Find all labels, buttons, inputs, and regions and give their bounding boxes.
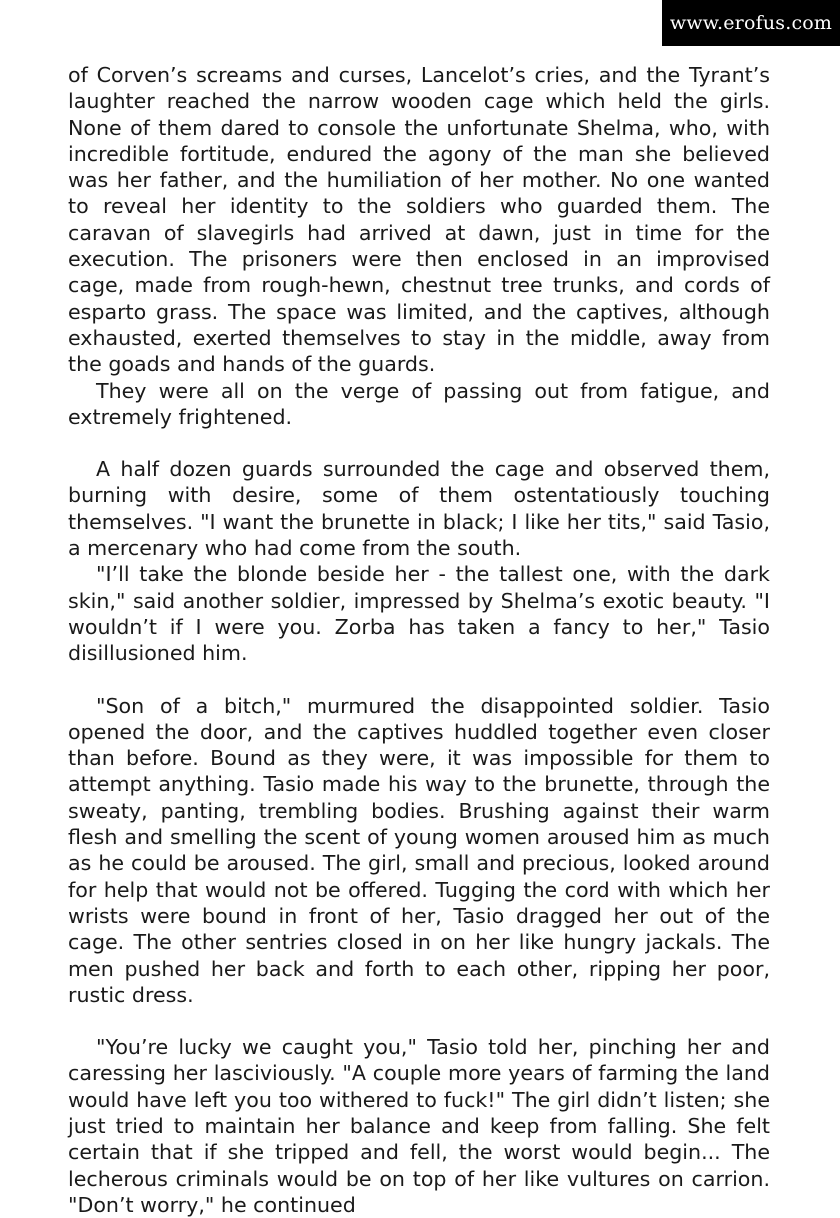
paragraph-4: "I’ll take the blonde beside her - the tallest one, with the dark skin," said another soldier, impressed by Shelma’s exotic beauty. "I wouldn’t if I were you. Zorba has taken a fancy to her," Tasio disillusioned him.	[68, 562, 770, 666]
page-text	[68, 62, 770, 1218]
watermark-logo: www.erofus.com	[662, 0, 840, 46]
paragraph-5: "Son of a bitch," murmured the disappointed soldier. Tasio opened the door, and the captives huddled together even closer than before. Bound as they were, it was impossible for them to attempt anything. Tasio made his way to the brunette, through the sweaty, panting, trembling bodies. Brushing against their warm flesh and smelling the scent of young women aroused him as much as he could be aroused. The girl, small and precious, looked around for help that would not be offered. Tugging the cord with which her wrists were bound in front of her, Tasio dragged her out of the cage. The other sentries closed in on her like hungry jackals. The men pushed her back and forth to each other, ripping her poor, rustic dress.	[68, 693, 770, 1007]
paragraph-1: of Corven’s screams and curses, Lancelot’s cries, and the Tyrant’s laughter reached the narrow wooden cage which held the girls. None of them dared to console the unfortunate Shelma, who, with incredible fortitude, endured the agony of the man she believed was her father, and the humiliation of her mother. No one wanted to reveal her identity to the soldiers who guarded them. The caravan of slavegirls had arrived at dawn, just in time for the execution. The prisoners were then enclosed in an improvised cage, made from rough-hewn, chestnut tree trunks, and cords of esparto grass. The space was limited, and the captives, although exhausted, exerted themselves to stay in the middle, away from the goads and hands of the guards.	[68, 63, 770, 377]
paragraph-3: A half dozen guards surrounded the cage and observed them, burning with desire, some of them ostentatiously touching themselves. "I want the brunette in black; I like her tits," said Tasio, a mercenary who had come from the south.	[68, 457, 770, 561]
paragraph-2: They were all on the verge of passing out from fatigue, and extremely frightened.	[68, 378, 770, 429]
paragraph-6: "You’re lucky we caught you," Tasio told her, pinching her and caressing her lasciviously. "A couple more years of farming the land would have left you too withered to fuck!" The girl didn’t listen; she just tried to maintain her balance and keep from falling. She felt certain that if she tripped and fell, the worst would begin... The lecherous criminals would be on top of her like vultures on carrion. "Don’t worry," he continued	[68, 1035, 770, 1217]
